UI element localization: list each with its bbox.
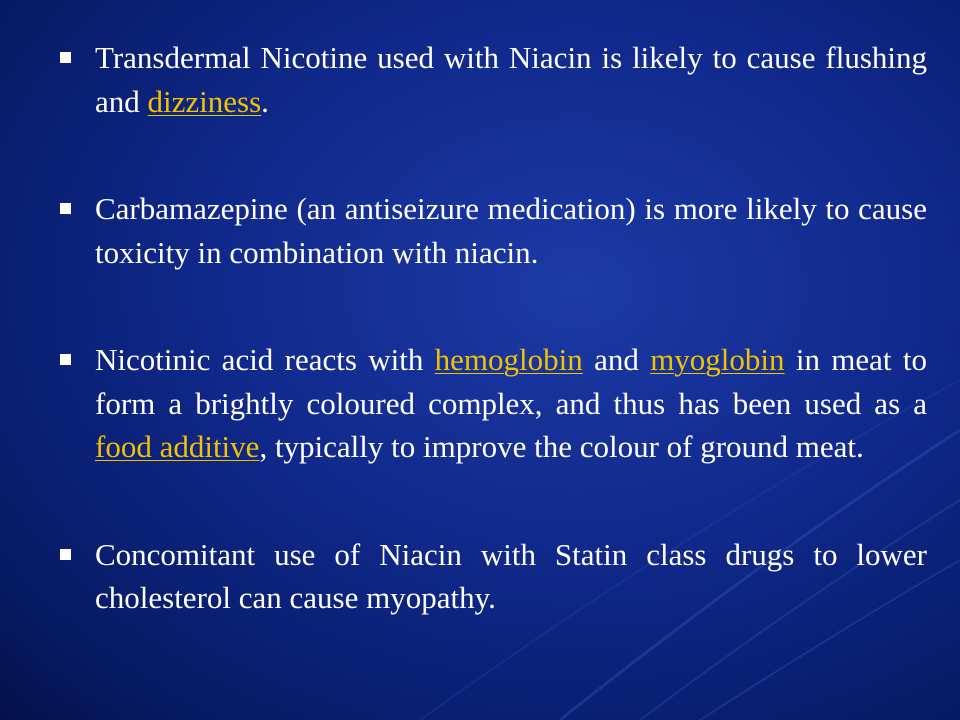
link-dizziness[interactable]: dizziness — [147, 83, 262, 119]
square-bullet-icon — [60, 203, 71, 214]
text-segment: . — [261, 83, 269, 119]
bullet-item-nicotinic-acid — [55, 338, 927, 469]
square-bullet-icon — [60, 549, 71, 560]
bullet-text — [95, 537, 927, 616]
link-food-additive[interactable]: food additive — [95, 429, 260, 464]
bullet-item-carbamazepine — [55, 187, 927, 274]
text-segment: in meat to form a brightly coloured complex, and thus has been used as a — [95, 342, 927, 421]
square-bullet-icon — [60, 52, 71, 63]
bullet-item-nicotine — [55, 36, 927, 123]
bullet-text — [95, 191, 927, 270]
bullet-list — [55, 36, 927, 620]
square-bullet-icon — [60, 354, 71, 365]
text-segment: Carbamazepine (an antiseizure medication) is more likely to cause toxicity in combination with niacin. — [95, 191, 927, 270]
text-segment: Nicotinic acid reacts with — [95, 342, 435, 377]
text-segment: , typically to improve the colour of ground meat. — [259, 429, 864, 464]
link-myoglobin[interactable]: myoglobin — [650, 342, 785, 377]
bullet-text — [95, 342, 927, 464]
bullet-text — [95, 40, 927, 119]
text-segment: and — [582, 342, 651, 377]
bullet-item-statin — [55, 533, 927, 620]
link-hemoglobin[interactable]: hemoglobin — [434, 342, 583, 377]
text-segment: Transdermal Nicotine used with Niacin is likely to cause flushing and — [95, 40, 927, 119]
text-segment: Concomitant use of Niacin with Statin class drugs to lower cholesterol can cause myopathy. — [95, 536, 927, 615]
